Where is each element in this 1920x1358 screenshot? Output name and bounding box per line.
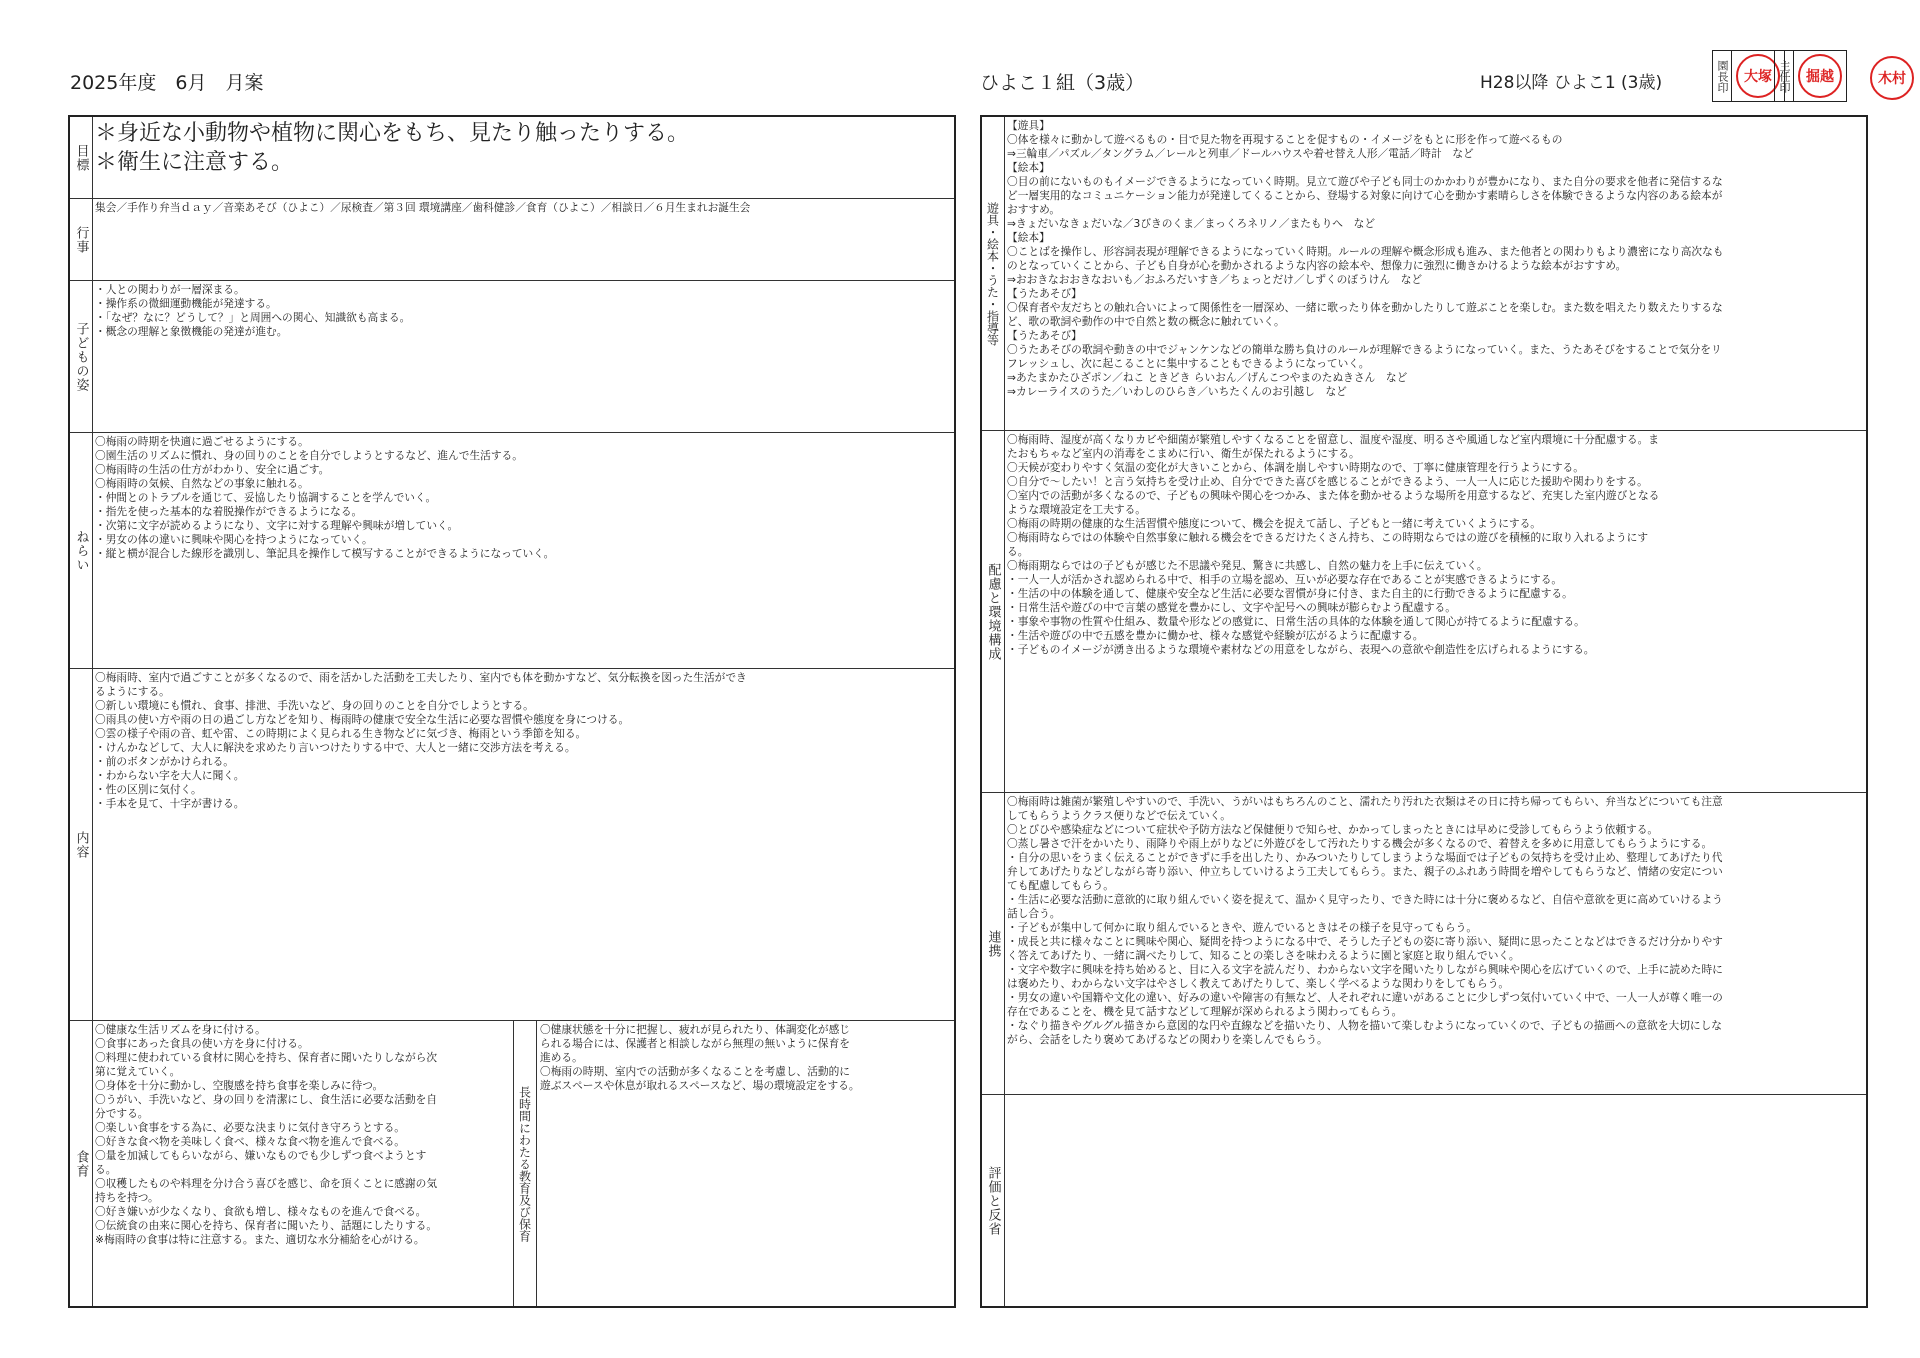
text-line: 〇好きな食べ物を美味しく食べ、様々な食べ物を進んで食べる。	[95, 1135, 405, 1148]
text-line: 〇健康な生活リズムを身に付ける。	[95, 1023, 266, 1036]
text-line: ・仲間とのトラブルを通じて、妥協したり協調することを学んでいく。	[95, 491, 437, 504]
text-line: 〇梅雨時、室内で過ごすことが多くなるので、雨を活かした活動を工夫したり、室内でも体を動かすなど、気分転換を図った生活ができ	[95, 671, 747, 684]
play-label: 遊具・絵本・うた・指導等	[982, 117, 1005, 430]
content-label: 内容	[70, 669, 93, 1020]
text-line: る。	[95, 1163, 117, 1176]
text-line: 〇うがい、手洗いなど、身の回りを清潔にし、食生活に必要な活動を自	[95, 1093, 438, 1106]
text-line: 〇雨具の使い方や雨の日の過ごし方などを知り、梅雨時の健康で安全な生活に必要な習慣や態度を身につける。	[95, 713, 630, 726]
text-line: ⇒きょだいなきょだいな／3びきのくま／まっくろネリノ／またもりへ など	[1007, 217, 1376, 230]
text-line: ・概念の理解と象徴機能の発達が進む。	[95, 325, 288, 338]
text-line: 〇目の前にないものもイメージできるようになっていく時期。見立て遊びや子ども同士のかかわりが豊かになり、また自分の要求を他者に発信するな	[1007, 175, 1723, 188]
eval-content	[1007, 1097, 1863, 1304]
goal-row	[70, 117, 954, 199]
text-line: 〇伝統食の由来に関心を持ち、保育者に聞いたり、話題にしたりする。	[95, 1219, 438, 1232]
text-line: ・事象や事物の性質や仕組み、数量や形などの感覚に、日常生活の具体的な体験を通して関心が持てるように配慮する。	[1007, 615, 1585, 628]
text-line: ・子どもが集中して何かに取り組んでいるときや、遊んでいるときはその様子を見守ってもらう。	[1007, 921, 1478, 934]
content-content	[95, 671, 951, 1018]
text-line: 集会／手作り弁当ｄａｙ／音楽あそび（ひよこ）／尿検査／第３回 環境講座／歯科健診／食育（ひよこ）／相談日／６月生まれお誕生会	[95, 201, 751, 214]
text-line: ・性の区別に気付く。	[95, 783, 202, 796]
text-line: 【うたあそび】	[1007, 329, 1082, 342]
aims-label: ねらい	[70, 433, 93, 668]
class-name: ひよこ１組（3歳）	[980, 72, 1145, 94]
text-line: 〇梅雨時は雑菌が繁殖しやすいので、手洗い、うがいはもちろんのこと、濡れたり汚れた衣類はその日に持ち帰ってもらい、弁当などについても注意	[1007, 795, 1723, 808]
text-line: ても配慮してもらう。	[1007, 879, 1114, 892]
text-line: ・日常生活や遊びの中で言葉の感覚を豊かにし、文字や記号への興味が膨らむよう配慮する。	[1007, 601, 1456, 614]
text-line: ・男女の体の違いに興味や関心を持つようになっていく。	[95, 533, 373, 546]
text-line: 〇雲の様子や雨の音、虹や雷、この時期によく見られる生き物などに気づき、梅雨という季節を知る。	[95, 727, 587, 740]
template-name: H28以降 ひよこ1 (3歳)	[1480, 73, 1663, 93]
coop-content	[1007, 795, 1863, 1092]
text-line: ・次第に文字が読めるようになり、文字に対する理解や興味が増していく。	[95, 519, 459, 532]
seal-principal: 大塚	[1736, 54, 1780, 98]
text-line: られる場合には、保護者と相談しながら無理の無いように保育を	[540, 1037, 850, 1050]
text-line: 〇とびひや感染症などについて症状や予防方法など保健便りで知らせ、かかってしまったときには早めに受診してもらうよう依頼する。	[1007, 823, 1659, 836]
text-line: 〇自分で〜したい！と言う気持ちを受け止め、自分でできた喜びを感じることができるよう、一人一人に応じた援助や関わりをする。	[1007, 475, 1648, 488]
text-line: ・けんかなどして、大人に解決を求めたり言いつけたりする中で、大人と一緒に交渉方法を考える。	[95, 741, 576, 754]
text-line: るようにする。	[95, 685, 170, 698]
stamp-chief	[1774, 50, 1847, 102]
text-line: 〇身体を十分に動かし、空腹感を持ち食事を楽しみに待つ。	[95, 1079, 384, 1092]
text-line: たおもちゃなど室内の消毒をこまめに行い、衛生が保たれるようにする。	[1007, 447, 1360, 460]
text-line: してもらうようクラス便りなどで伝えていく。	[1007, 809, 1231, 822]
food-longtime-row	[70, 1021, 954, 1306]
seal-chief: 掘越	[1798, 54, 1842, 98]
text-line: ・生活の中の体験を通して、健康や安全など生活に必要な習慣が身に付き、また自主的に行動できるように配慮する。	[1007, 587, 1573, 600]
text-line: 〇天候が変わりやすく気温の変化が大きいことから、体調を崩しやすい時期なので、丁寧に健康管理を行うようにする。	[1007, 461, 1584, 474]
aims-row	[70, 433, 954, 669]
text-line: 〇体を様々に動かして遊べるもの・目で見た物を再現することを促すもの・イメージをもとに形を作って遊べるもの	[1007, 133, 1563, 146]
text-line: 〇梅雨時の気候、自然などの事象に触れる。	[95, 477, 309, 490]
text-line: 〇梅雨の時期、室内での活動が多くなることを考慮し、活動的に	[540, 1065, 850, 1078]
text-line: 〇新しい環境にも慣れ、食事、排泄、手洗いなど、身の回りのことを自分でしようとする。	[95, 699, 534, 712]
text-line: 持ちを持つ。	[95, 1191, 159, 1204]
text-line: ・なぐり描きやグルグル描きから意図的な円や直線などを描いたり、人物を描いて楽しむようになっていくので、子どもの描画への意欲を大切にしな	[1007, 1019, 1722, 1032]
text-line: 〇梅雨時、湿度が高くなりカビや細菌が繁殖しやすくなることを留意し、温度や湿度、明るさや風通しなど室内環境に十分配慮する。ま	[1007, 433, 1659, 446]
text-line: おすすめ。	[1007, 203, 1061, 216]
text-line: 〇梅雨時の生活の仕方がわかり、安全に過ごす。	[95, 463, 330, 476]
text-line: ・縦と横が混合した線形を識別し、筆記具を操作して模写することができるようになっていく。	[95, 547, 555, 560]
aims-content	[95, 435, 951, 666]
text-line: ような環境設定を工夫する。	[1007, 503, 1146, 516]
child-row	[70, 281, 954, 433]
text-line: く答えてあげたり、一緒に調べたりして、知ることの楽しさを味わえるように園と家庭と取り組んでいく。	[1007, 949, 1520, 962]
text-line: 分でする。	[95, 1107, 149, 1120]
text-line: 弁してあげたりなどしながら寄り添い、仲立ちしていけるよう工夫してもらう。また、親子のふれあう時間を増やしてもらうなど、情緒の安定につい	[1007, 865, 1723, 878]
text-line: 〇保育者や友だちとの触れ合いによって関係性を一層深め、一緒に歌ったり体を動かしたりして遊ぶことを楽しむ。また数を唱えたり数えたりするな	[1007, 301, 1723, 314]
text-line: 〇ことばを操作し、形容詞表現が理解できるようになっていく時期。ルールの理解や概念形成も進み、また他者との関わりもより濃密になり高次なも	[1007, 245, 1724, 258]
text-line: ・男女の違いや国籍や文化の違い、好みの違いや障害の有無など、人それぞれに違いがあることに少しずつ気付いていく中で、一人一人が尊く唯一の	[1007, 991, 1723, 1004]
stamp-teacher	[1870, 56, 1914, 100]
text-line: 〇量を加減してもらいながら、嫌いなものでも少しずつ食べようとす	[95, 1149, 427, 1162]
text-line: ど一層実用的なコミュニケーション能力が発達してくることから、登場する対象に向けて心を動かす素晴らしさを体験できるような内容のある絵本が	[1007, 189, 1723, 202]
text-line: ・人との関わりが一層深まる。	[95, 283, 245, 296]
text-line: 話し合う。	[1007, 907, 1061, 920]
text-line: ・操作系の微細運動機能が発達する。	[95, 297, 277, 310]
eval-label: 評価と反省	[982, 1095, 1005, 1306]
text-line: 遊ぶスペースや休息が取れるスペースなど、場の環境設定をする。	[540, 1079, 860, 1092]
env-label: 配慮と環境構成	[982, 431, 1005, 792]
text-line: ⇒おおきなおおきなおいも／おふろだいすき／ちょっとだけ／しずくのぼうけん など	[1007, 273, 1423, 286]
text-line: 【うたあそび】	[1007, 287, 1082, 300]
text-line: 〇料理に使われている食材に関心を持ち、保育者に聞いたりしながら次	[95, 1051, 438, 1064]
text-line: 〇梅雨期ならではの子どもが感じた不思議や発見、驚きに共感し、自然の魅力を上手に伝えていく。	[1007, 559, 1488, 572]
text-line: のとなっていくことから、子ども自身が心を動かされるような内容の絵本や、想像力に強烈に働きかけるような絵本がおすすめ。	[1007, 259, 1627, 272]
text-line: 〇園生活のリズムに慣れ、身の回りのことを自分でしようとするなど、進んで生活する。	[95, 449, 523, 462]
seal-teacher: 木村	[1870, 56, 1914, 100]
env-row	[982, 431, 1866, 793]
env-content	[1007, 433, 1863, 790]
text-line: 〇楽しい食事をする為に、必要な決まりに気付き守ろうとする。	[95, 1121, 405, 1134]
text-line: ・子どものイメージが湧き出るような環境や素材などの用意をしながら、表現への意欲や創造性を広げられるようにする。	[1007, 643, 1595, 656]
text-line: ・文字や数字に興味を持ち始めると、目に入る文字を読んだり、わからない文字を聞いたりしながら興味や関心を広げていくので、上手に読めた時に	[1007, 963, 1723, 976]
text-line: ど、歌の歌詞や動作の中で自然と数の概念に触れていく。	[1007, 315, 1285, 328]
longtime-label: 長時間にわたる教育及び保育	[514, 1021, 537, 1306]
text-line: ⇒カレーライスのうた／いわしのひらき／いちたくんのお引越し など	[1007, 385, 1347, 398]
events-content	[95, 201, 951, 278]
text-line: 【絵本】	[1007, 231, 1050, 244]
play-row	[982, 117, 1866, 431]
plan-year-title: 2025年度 6月 月案	[70, 72, 264, 94]
goal-label: 目標	[70, 117, 93, 198]
food-content	[95, 1023, 510, 1304]
text-line: 〇収穫したものや料理を分け合う喜びを感じ、命を頂くことに感謝の気	[95, 1177, 438, 1190]
text-line: 【遊具】	[1007, 119, 1050, 132]
stamp-label: 園長印	[1713, 51, 1732, 101]
text-line: 〇梅雨の時期の健康的な生活習慣や態度について、機会を捉えて話し、子どもと一緒に考えていくようにする。	[1007, 517, 1541, 530]
text-line: ・「なぜ？なに？どうして？」と周囲への関心、知識欲も高まる。	[95, 311, 411, 324]
child-content	[95, 283, 951, 430]
longtime-content	[540, 1023, 951, 1304]
child-label: 子どもの姿	[70, 281, 93, 432]
text-line: る。	[1007, 545, 1029, 558]
events-label: 行事	[70, 199, 93, 280]
stamp-label: 主任印	[1775, 51, 1794, 101]
text-line: 〇蒸し暑さで汗をかいたり、雨降りや雨上がりなどに外遊びをして汚れたりする機会が多くなるので、着替えを多めに用意してもらうようにする。	[1007, 837, 1713, 850]
text-line: ・指先を使った基本的な着脱操作ができるようになる。	[95, 505, 363, 518]
text-line: 第に覚えていく。	[95, 1065, 181, 1078]
text-line: 〇梅雨の時期を快適に過ごせるようにする。	[95, 435, 309, 448]
text-line: ＊衛生に注意する。	[95, 150, 294, 175]
play-content	[1007, 119, 1863, 428]
text-line: ＊身近な小動物や植物に関心をもち、見たり触ったりする。	[95, 121, 690, 146]
text-line: ・生活や遊びの中で五感を豊かに働かせ、様々な感覚や経験が広がるように配慮する。	[1007, 629, 1424, 642]
text-line: ・手本を見て、十字が書ける。	[95, 797, 245, 810]
text-line: ⇒あたまかたひざポン／ねこ ときどき らいおん／げんこつやまのたぬきさん など	[1007, 371, 1408, 384]
text-line: フレッシュし、次に起こることに集中することもできるようになっていく。	[1007, 357, 1370, 370]
text-line: ⇒三輪車／パズル／タングラム／レールと列車／ドールハウスや着せ替え人形／電話／時計 など	[1007, 147, 1474, 160]
text-line: ・成長と共に様々なことに興味や関心、疑問を持つようになる中で、そうした子どもの姿に寄り添い、疑問に思ったことなどはできるだけ分かりやす	[1007, 935, 1723, 948]
text-line: 進める。	[540, 1051, 583, 1064]
text-line: ・前のボタンがかけられる。	[95, 755, 234, 768]
coop-label: 連携	[982, 793, 1005, 1094]
left-plan-table	[68, 115, 956, 1308]
text-line: 〇うたあそびの歌詞や動きの中でジャンケンなどの簡単な勝ち負けのルールが理解できるようになっていく。また、うたあそびをすることで気分をリ	[1007, 343, 1722, 356]
text-line: 〇室内での活動が多くなるので、子どもの興味や関心をつかみ、また体を動かせるような場所を用意するなど、充実した室内遊びとなる	[1007, 489, 1660, 502]
right-plan-table	[980, 115, 1868, 1308]
text-line: 【絵本】	[1007, 161, 1050, 174]
text-line: 〇梅雨時ならではの体験や自然事象に触れる機会をできるだけたくさん持ち、この時期ならではの遊びを積極的に取り入れるようにす	[1007, 531, 1649, 544]
text-line: は褒めたり、わからない文字はやさしく教えてあげたりして、楽しく学べるような関わりをしてもらう。	[1007, 977, 1510, 990]
coop-row	[982, 793, 1866, 1095]
text-line: 〇好き嫌いが少なくなり、食欲も増し、様々なものを進んで食べる。	[95, 1205, 427, 1218]
events-row	[70, 199, 954, 281]
text-line: ・生活に必要な活動に意欲的に取り組んでいく姿を捉えて、温かく見守ったり、できた時には十分に褒めるなど、自信や意欲を更に高めていけるよう	[1007, 893, 1723, 906]
eval-row	[982, 1095, 1866, 1306]
text-line: がら、会話をしたり褒めてあげるなどの関わりを楽しんでもらう。	[1007, 1033, 1328, 1046]
text-line: ・一人一人が活かされ認められる中で、相手の立場を認め、互いが必要な存在であることが実感できるようにする。	[1007, 573, 1563, 586]
goal-content	[95, 119, 951, 196]
text-line: ※梅雨時の食事は特に注意する。また、適切な水分補給を心がける。	[95, 1233, 425, 1246]
text-line: 〇食事にあった食具の使い方を身に付ける。	[95, 1037, 309, 1050]
text-line: ・自分の思いをうまく伝えることができずに手を出したり、かみついたりしてしまうような場面では子どもの気持ちを受け止め、整理してあげたり代	[1007, 851, 1723, 864]
food-label: 食育	[70, 1021, 93, 1306]
text-line: 〇健康状態を十分に把握し、疲れが見られたり、体調変化が感じ	[540, 1023, 850, 1036]
content-row	[70, 669, 954, 1021]
text-line: ・わからない字を大人に聞く。	[95, 769, 245, 782]
text-line: 存在であることを、機を見て話すなどして理解が深められるよう関わってもらう。	[1007, 1005, 1403, 1018]
